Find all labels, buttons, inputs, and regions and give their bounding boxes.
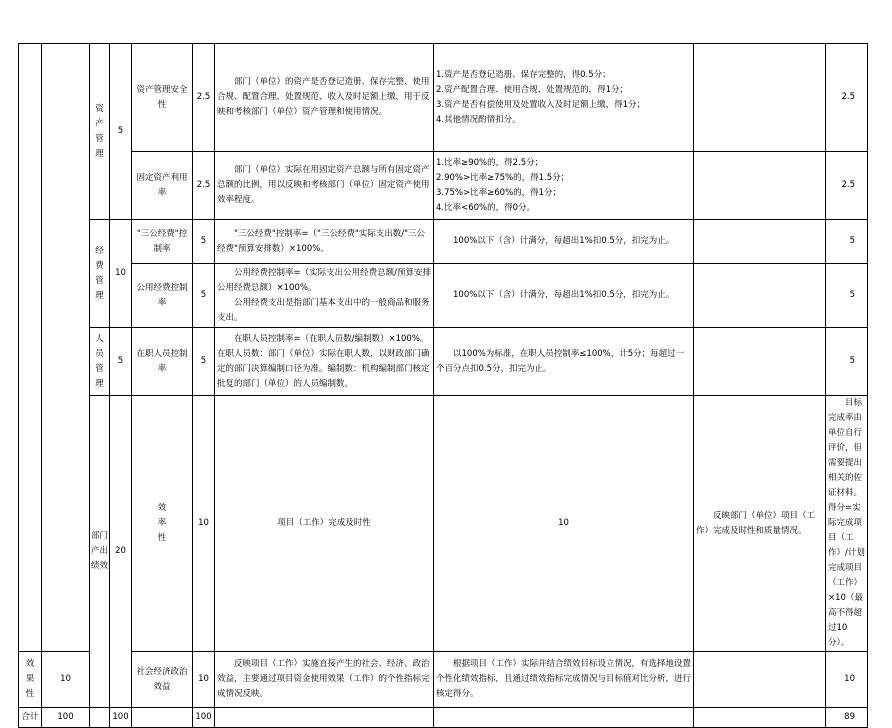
blank-cell [434,708,694,728]
blank-cell [19,44,42,652]
scoring-rules: 1.比率≥90%的，得2.5分； 2.90%>比率≥75%的，得1.5分； 3.75%>比率≥60%的，得1分； 4.比率<60%的，得0分。 [434,152,694,220]
table-row [19,328,868,396]
group-efficiency-label: 效 率 性 [132,396,193,652]
blank-cell [90,708,110,728]
indicator-name: 资产管理安全性 [132,44,193,152]
indicator-score: 5 [826,328,868,396]
indicator-description: "三公经费"控制率=（"三公经费"实际支出数/"三公经费"预算安排数）×100%。 [215,220,434,264]
indicator-score: 5 [826,264,868,328]
total-weight: 100 [193,708,215,728]
performance-evaluation-table [18,43,868,728]
indicator-name: 固定资产利用率 [132,152,193,220]
deduction-reason [694,44,826,152]
indicator-description: 公用经费控制率=（实际支出公用经费总额/预算安排公用经费总额）×100%。 公用经费支出是指部门基本支出中的一般商品和服务支出。 [215,264,434,328]
indicator-subweight: 10 [193,396,215,652]
deduction-reason [694,328,826,396]
indicator-weight: 5 [193,220,215,264]
scoring-rules: 根据项目（工作）实际并结合绩效目标设立情况，有选择地设置个性化绩效指标，且通过绩效指标完成情况与目标值对比分析，进行核定得分。 [434,652,694,708]
deduction-reason [694,152,826,220]
scoring-rules: 目标完成率由单位自行评价，但需要提出相关的佐证材料。得分=实际完成项目（工作）/计划完成项目（工作）×10（最高不得超过10分）。 [826,396,868,652]
group-funds-label: 经 费 管 理 [90,220,110,328]
scoring-rules: 以100%为标准，在职人员控制率≤100%，计5分；每超过一个百分点扣0.5分，扣完为止。 [434,328,694,396]
table-row [19,152,868,220]
indicator-score: 2.5 [826,152,868,220]
deduction-reason [694,652,826,708]
blank-cell [132,708,193,728]
deduction-reason [694,264,826,328]
scoring-rules: 100%以下（含）计满分，每超出1%扣0.5分，扣完为止。 [434,220,694,264]
table-row [19,396,868,652]
indicator-weight: 5 [193,328,215,396]
group-funds-score: 10 [110,220,132,328]
scoring-rules: 100%以下（含）计满分，每超出1%扣0.5分，扣完为止。 [434,264,694,328]
indicator-weight: 10 [434,396,694,652]
total-row [19,708,868,728]
indicator-name: 社会经济政治效益 [132,652,193,708]
indicator-name: 公用经费控制率 [132,264,193,328]
group-staff-score: 5 [110,328,132,396]
indicator-description: 部门（单位）的资产是否登记造册、保存完整、使用合规、配置合理、处置规范、收入及时足额上缴，用于反映和考核部门（单位）资产管理和使用情况。 [215,44,434,152]
indicator-description: 反映部门（单位）项目（工作）完成及时性和质量情况。 [694,396,826,652]
indicator-name: 在职人员控制率 [132,328,193,396]
group-asset-label: 资 产 管 理 [90,44,110,220]
group-output-label: 部门产出绩效 [90,396,110,708]
group-effect-label: 效 果 性 [19,652,42,708]
table-row [19,44,868,152]
indicator-description: 部门（单位）实际在用固定资产总额与所有固定资产总额的比例，用以反映和考核部门（单位）固定资产使用效率程度。 [215,152,434,220]
total-label: 合计 [19,708,42,728]
indicator-weight: 5 [193,264,215,328]
table-row [19,220,868,264]
total-score: 89 [826,708,868,728]
indicator-score: 10 [826,652,868,708]
blank-cell [215,708,434,728]
total-level2: 100 [110,708,132,728]
table-row [19,264,868,328]
indicator-weight: 10 [193,652,215,708]
group-staff-label: 人 员 管 理 [90,328,110,396]
indicator-name: "三公经费"控制率 [132,220,193,264]
indicator-description: 反映项目（工作）实施直接产生的社会、经济、政治效益，主要通过项目资金使用效果（工作）的个性指标完成情况反映。 [215,652,434,708]
indicator-weight: 2.5 [193,44,215,152]
indicator-score: 5 [826,220,868,264]
group-asset-score: 5 [110,44,132,220]
group-output-score: 20 [110,396,132,708]
blank-cell [42,44,90,652]
blank-cell [694,708,826,728]
indicator-subweight: 10 [42,652,90,708]
indicator-weight: 2.5 [193,152,215,220]
deduction-reason [694,220,826,264]
scoring-rules: 1.资产是否登记造册、保存完整的，得0.5分； 2.资产配置合理、使用合规、处置规范的，得1分； 3.资产是否有偿使用及处置收入及时足额上缴，得1分； 4.其他情况酌情扣分。 [434,44,694,152]
table-row [19,652,868,708]
indicator-description: 在职人员控制率=（在职人员数/编制数）×100%。在职人员数：部门（单位）实际在职人数，以财政部门确定的部门决算编制口径为准。编制数：机构编制部门核定批复的部门（单位）的人员编制数。 [215,328,434,396]
indicator-score: 2.5 [826,44,868,152]
indicator-name: 项目（工作）完成及时性 [215,396,434,652]
total-level1: 100 [42,708,90,728]
